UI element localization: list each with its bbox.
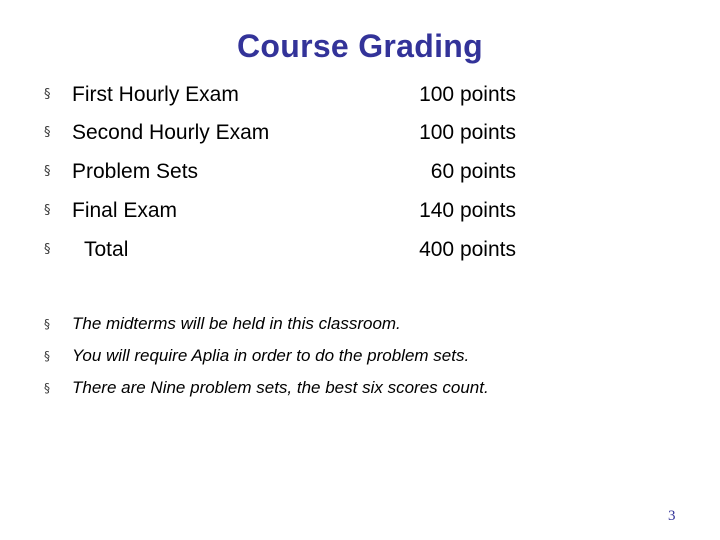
bullet-icon: §: [44, 381, 50, 395]
bullet-icon: §: [44, 317, 50, 331]
note-text: The midterms will be held in this classroom.: [72, 314, 401, 333]
grade-item-label: Total: [84, 238, 129, 261]
slide-title: Course Grading: [236, 28, 483, 64]
bullet-icon: §: [44, 125, 51, 140]
grade-item-label: Problem Sets: [72, 160, 199, 183]
note-text: There are Nine problem sets, the best six scores count.: [72, 378, 489, 397]
bullet-icon: §: [44, 203, 51, 218]
bullet-icon: §: [44, 242, 51, 257]
note-text: You will require Aplia in order to do the problem sets.: [72, 346, 470, 365]
grade-item-points: 60 points: [430, 160, 516, 183]
bullet-icon: §: [44, 87, 51, 102]
grade-item-label: Second Hourly Exam: [72, 121, 270, 144]
grade-item-label: First Hourly Exam: [72, 83, 239, 106]
grade-item-points: 100 points: [419, 83, 516, 106]
grade-item-points: 140 points: [419, 199, 516, 222]
bullet-icon: §: [44, 164, 51, 179]
grade-item-points: 400 points: [419, 238, 516, 261]
grade-item-points: 100 points: [419, 121, 516, 144]
bullet-icon: §: [44, 349, 50, 363]
grade-item-label: Final Exam: [72, 199, 178, 222]
page-number: 3: [668, 508, 676, 524]
